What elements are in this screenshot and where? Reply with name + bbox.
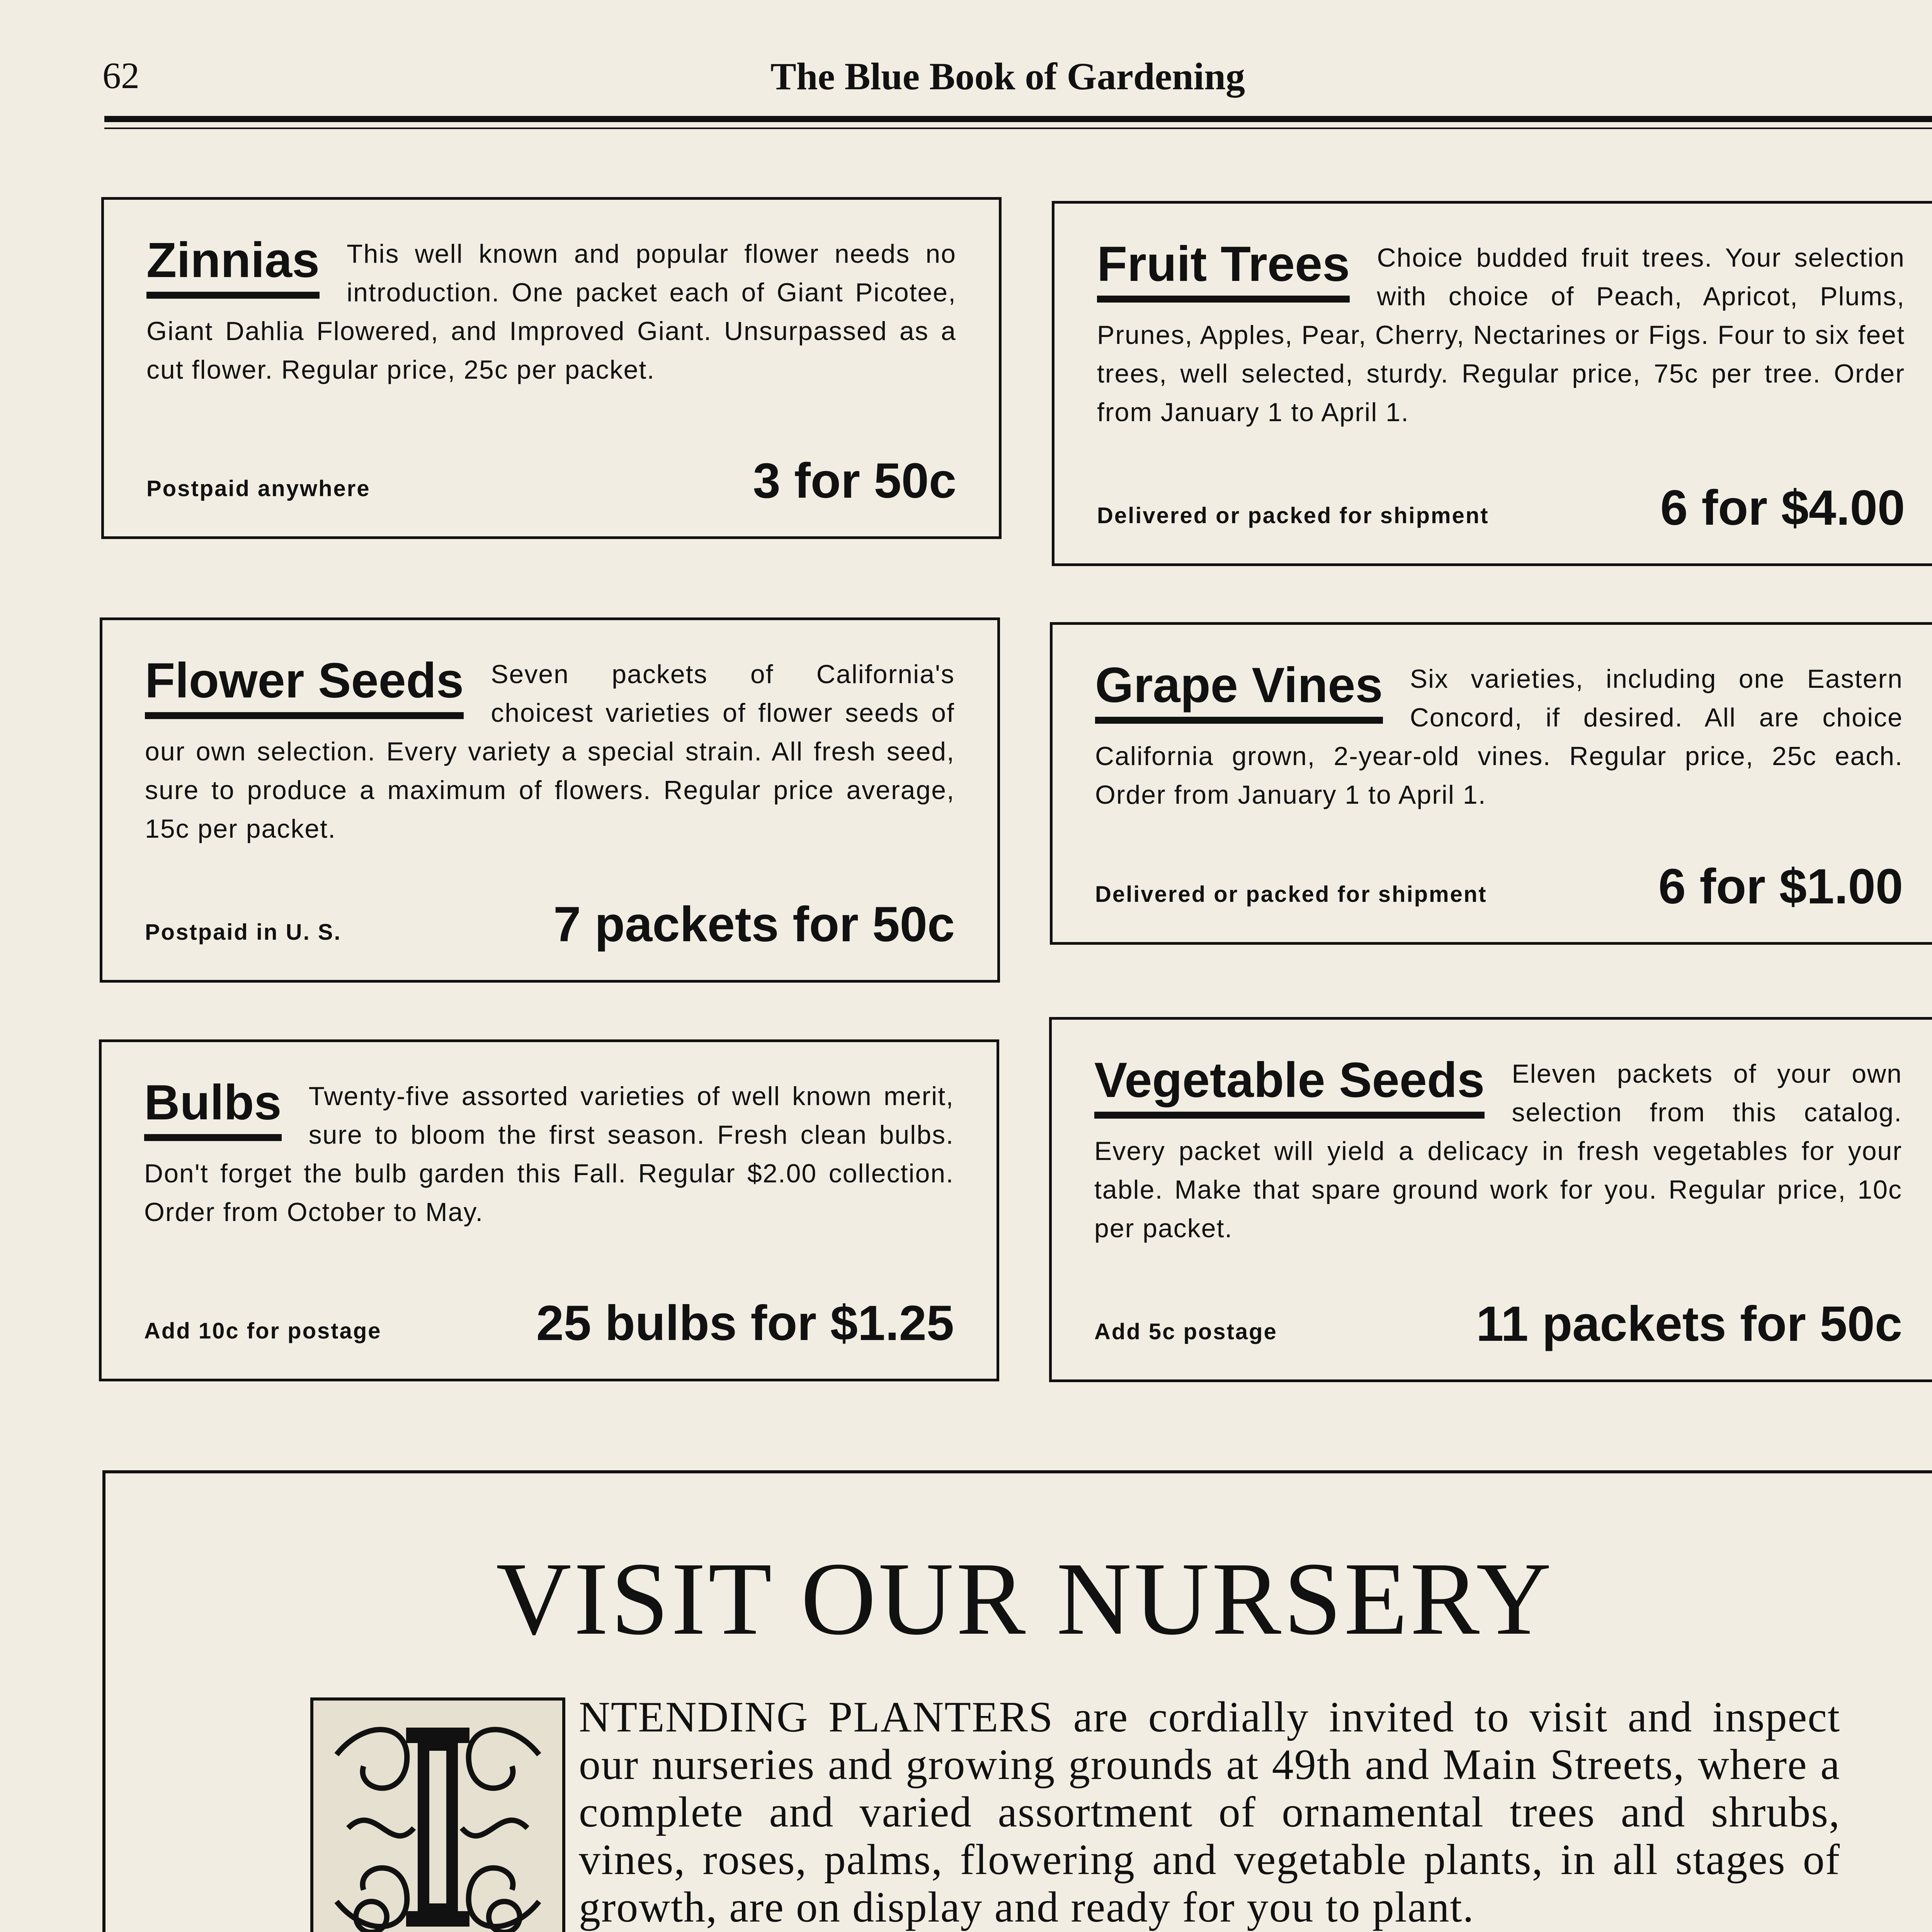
offer-description: Seven packets of California's choicest varieties of flower seeds of our own selection. Every variety a special strain. All fresh seed, sure to produce a maximum of flowers. Regular price average, 15c per packet. — [145, 660, 955, 844]
running-title: The Blue Book of Gardening — [770, 55, 1245, 98]
offer-box-vegetable-seeds — [1049, 1017, 1932, 1382]
nursery-notice — [102, 1470, 1932, 1932]
offer-title: Flower Seeds — [145, 653, 464, 708]
offer-price: 7 packets for 50c — [553, 897, 955, 952]
offer-price: 11 packets for 50c — [1476, 1296, 1902, 1352]
offer-description: Six varieties, including one Eastern Concord, if desired. All are choice California grown, 2-year-old vines. Regular price, 25c each. Order from January 1 to April 1. — [1095, 664, 1903, 810]
offer-shipping-note: Delivered or packed for shipment — [1095, 882, 1487, 907]
offer-description: Twenty-five assorted varieties of well known merit, sure to bloom the first season. Fresh clean bulbs. Don't forget the bulb garden this Fall. Regular $2.00 collection. Order from October to May. — [144, 1082, 954, 1227]
offer-title: Fruit Trees — [1097, 236, 1350, 292]
offer-price: 25 bulbs for $1.25 — [536, 1296, 954, 1351]
offer-title: Bulbs — [144, 1075, 282, 1130]
offer-title: Zinnias — [146, 233, 320, 288]
offer-box-flower-seeds — [100, 617, 1000, 983]
offer-box-grape-vines — [1050, 622, 1932, 945]
offer-shipping-note: Delivered or packed for shipment — [1097, 503, 1489, 528]
header-rule — [104, 116, 1932, 122]
offer-shipping-note: Postpaid anywhere — [146, 476, 371, 501]
offer-description: Eleven packets of your own selection from this catalog. Every packet will yield a delicacy in fresh vegetables for your table. Make that spare ground work for you. Regular price, 10c per packet. — [1094, 1059, 1902, 1243]
page-number: 62 — [102, 55, 139, 96]
offer-price: 6 for $4.00 — [1660, 480, 1905, 536]
offer-price: 6 for $1.00 — [1658, 859, 1903, 914]
header-rule-thin — [104, 128, 1932, 129]
nursery-paragraph-1: are cordially invited to visit and inspect our nurseries and growing grounds at 49th and Main Streets, where a complete and varied assortment of ornamental trees and shrubs, vines, roses, palms, flowering and vegetable plants, in all stages of growth, are on display and ready for you to plant. — [579, 1693, 1841, 1931]
offer-title: Vegetable Seeds — [1094, 1053, 1485, 1108]
nursery-lead: NTENDING PLANTERS — [579, 1693, 1054, 1741]
nursery-text — [303, 1694, 1840, 1932]
offer-shipping-note: Add 10c for postage — [144, 1318, 382, 1344]
offer-description: Choice budded fruit trees. Your selection with choice of Peach, Apricot, Plums, Prunes, Apples, Pear, Cherry, Nectarines or Figs. Four to six feet trees, well selected, sturdy. Regular price, 75c per tree. Order from January 1 to April 1. — [1097, 243, 1905, 427]
offer-shipping-note: Add 5c postage — [1094, 1319, 1277, 1344]
offer-box-fruit-trees — [1052, 201, 1932, 566]
nursery-heading: VISIT OUR NURSERY — [496, 1541, 1554, 1656]
offer-price: 3 for 50c — [753, 453, 956, 509]
offer-box-zinnias — [101, 197, 1002, 539]
offer-description: This well known and popular flower needs no introduction. One packet each of Giant Picotee, Giant Dahlia Flowered, and Improved Giant. Unsurpassed as a cut flower. Regular price, 25c per packet. — [146, 239, 956, 384]
offer-title: Grape Vines — [1095, 658, 1383, 713]
offer-shipping-note: Postpaid in U. S. — [145, 920, 342, 945]
offer-box-bulbs — [99, 1039, 999, 1381]
